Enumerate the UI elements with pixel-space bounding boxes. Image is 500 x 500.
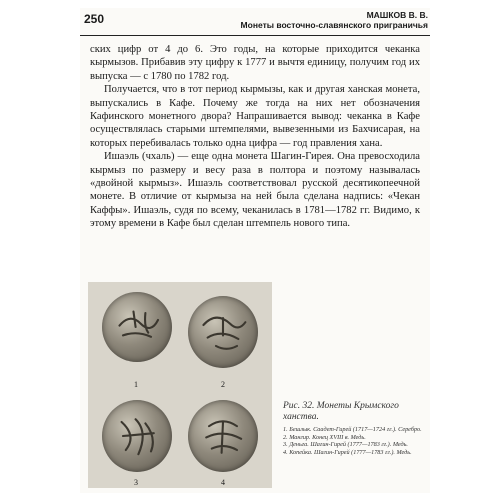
running-head [241, 10, 428, 30]
coin-4-image [188, 400, 258, 472]
caption-item: 1. Бешлык. Саадет-Гирей (1717—1724 гг.). Серебро. [283, 426, 422, 433]
coin-number-1: 1 [134, 380, 138, 389]
coin-3-image [102, 400, 172, 472]
coin-2-image [188, 296, 258, 368]
page-header [80, 10, 430, 36]
body-text [90, 43, 420, 231]
coin-photo-figure [88, 282, 272, 488]
figure-caption [283, 401, 423, 456]
coin-number-3: 3 [134, 478, 138, 487]
caption-items [283, 426, 423, 456]
coin-number-4: 4 [221, 478, 225, 487]
paragraph: Ишаэль (чхаль) — еще одна монета Шагин-Гирея. Она превосходила кырмыз по размеру и весу раза в полтора и поэтому называлась «двойной кырмыз». Ишаэль соответствовал русской десятикопеечной монете. В отличие от кырмыза на ней была сделана надпись: «Чекан Каффы». Ишаэль, судя по всему, чеканилась в 1781—1782 гг. Видимо, к этому времени в Кафе был сделан штемпель нового типа. [90, 151, 420, 230]
caption-item: 4. Копейка. Шагин-Гирей (1777—1783 гг.). Медь. [283, 448, 412, 456]
caption-title: Рис. 32. Монеты Крымского ханства. [283, 401, 399, 422]
coin-number-2: 2 [221, 380, 225, 389]
book-page [80, 8, 430, 493]
page-number: 250 [84, 12, 105, 26]
paragraph: Получается, что в тот период кырмызы, как и другая ханская монета, выпускались в Кафе. Почему же тогда на них нет обозначения Кафинского монетного двора? Напрашивается вывод: чеканка в Кафе осуществлялась старыми штемпелями, вывезенными из Бахчисарая, на которых перебивалась только одна цифра — год правления хана. [90, 84, 420, 149]
book-title: Монеты восточно-славянского приграничья [240, 20, 428, 30]
caption-item: 3. Деньга. Шагин-Гирей (1777—1783 гг.). Медь. [283, 441, 408, 449]
header-rule [80, 35, 430, 36]
coin-1-image [102, 292, 172, 362]
author-name: МАШКОВ В. В. [366, 10, 428, 20]
caption-item: 2. Мангир. Конец XVIII в. Медь. [283, 433, 366, 441]
paragraph: ских цифр от 4 до 6. Это годы, на которые приходится чеканка кырмызов. Прибавив эту цифру к 1777 и вычтя единицу, получим год их выпуска — с 1780 по 1782 год. [90, 44, 420, 82]
